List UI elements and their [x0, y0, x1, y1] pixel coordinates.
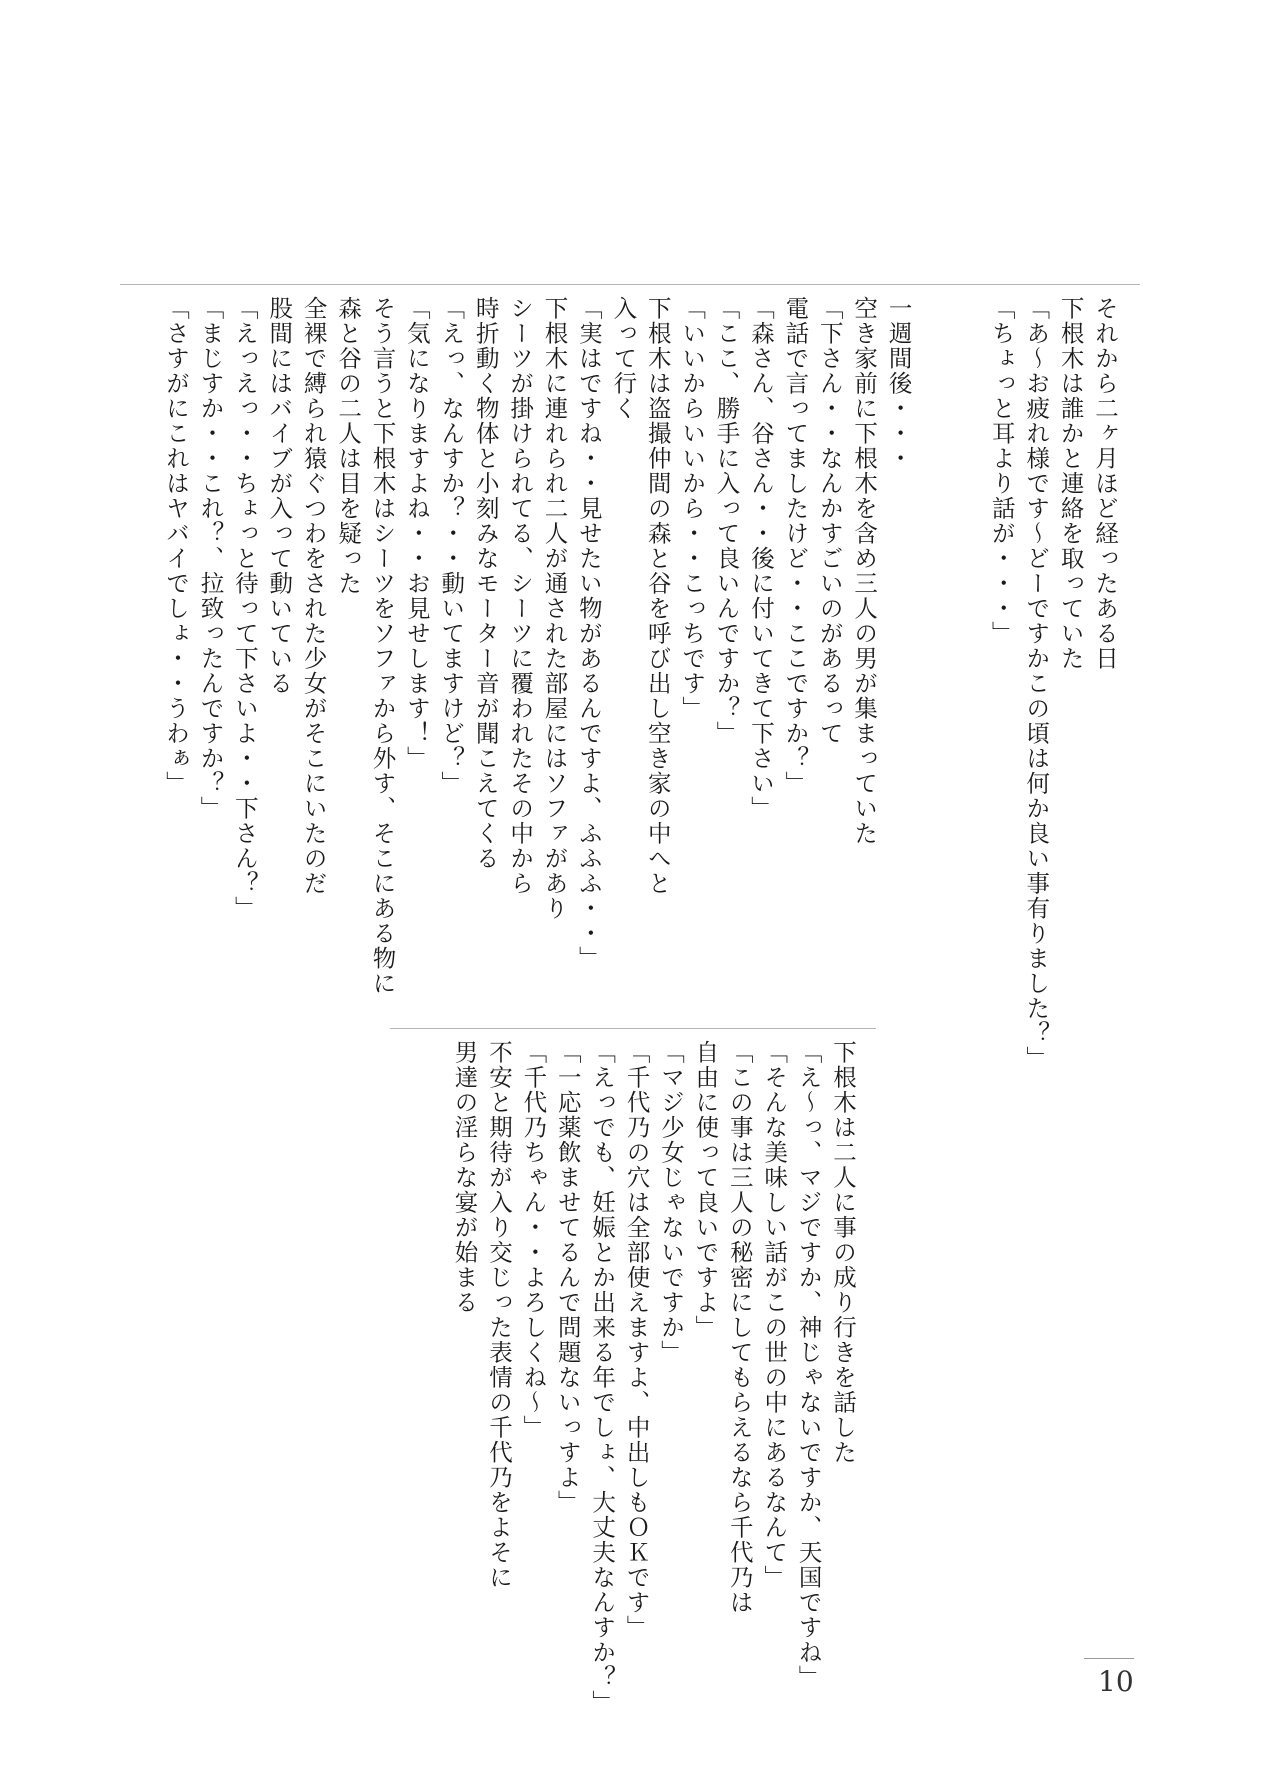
text-line: 下根木は盗撮仲間の森と谷を呼び出し空き家の中へと	[643, 296, 672, 896]
text-line: 一週間後・・・	[884, 296, 913, 471]
text-line: 「あ～お疲れ様です～どーですかこの頃は何か良い事有りました？」	[1022, 296, 1051, 1071]
text-line: 「さすがにこれはヤバイでしょ・・うわぁ」	[162, 296, 191, 796]
text-line: 「えっ、なんすか？・・動いてますけど？」	[437, 296, 466, 796]
text-line: 「この事は三人の秘密にしてもらえるなら千代乃は	[725, 1040, 754, 1615]
text-line: 電話で言ってましたけど・・ここですか？」	[781, 296, 810, 796]
text-line: 下根木は二人に事の成り行きを話した	[829, 1040, 857, 1465]
text-line: 「ここ、勝手に入って良いんですか？」	[712, 296, 741, 746]
text-line: 男達の淫らな宴が始まる	[450, 1040, 479, 1315]
text-line: 下根木は誰かと連絡を取っていた	[1056, 296, 1085, 671]
text-line: 下根木に連れられ二人が通された部屋にはソファがあり	[540, 296, 569, 921]
middle-divider-line	[390, 1028, 876, 1029]
bottom-text-block	[418, 1040, 860, 1715]
text-line: 不安と期待が入り交じった表情の千代乃をよそに	[484, 1040, 513, 1590]
text-line: 「一応薬飲ませてるんで問題ないっすよ」	[553, 1040, 582, 1515]
text-line: 「え～っ、マジですか、神じゃないですか、天国ですね」	[794, 1040, 823, 1690]
text-line: 「えっでも、妊娠とか出来る年でしょ、大丈夫なんすか？」	[588, 1040, 617, 1715]
page-number-rule	[1084, 1658, 1134, 1659]
top-divider-line	[120, 284, 1140, 285]
text-line: 「気になりますよね・・お見せします！」	[402, 296, 431, 771]
text-line: 自由に使って良いですよ」	[691, 1040, 720, 1340]
text-line: 「いいからいいから・・こっちです」	[678, 296, 707, 721]
text-line: 「マジ少女じゃないですか」	[656, 1040, 685, 1365]
text-line: 「まじすか・・これ？、拉致ったんですか？」	[196, 296, 225, 821]
text-line: 入って行く	[609, 296, 638, 421]
text-line: 「下さん・・なんかすごいのがあるって	[815, 296, 844, 746]
text-line: 「実はですね・・見せたい物があるんですよ、ふふふ・・」	[574, 296, 603, 971]
text-line: 空き家前に下根木を含め三人の男が集まっていた	[850, 296, 879, 846]
text-line: それから二ヶ月ほど経ったある日	[1091, 296, 1119, 671]
text-line: 「そんな美味しい話がこの世の中にあるなんて」	[760, 1040, 789, 1590]
text-line: 時折動く物体と小刻みなモーター音が聞こえてくる	[471, 296, 500, 871]
text-line: 「えっえっ・・ちょっと待って下さいよ・・下さん？」	[230, 296, 259, 921]
text-line: 「森さん、谷さん・・後に付いてきて下さい」	[746, 296, 775, 821]
top-text-block	[142, 296, 1122, 1071]
text-line	[950, 296, 984, 996]
text-line: 「千代乃ちゃん・・よろしくね～」	[519, 1040, 548, 1440]
text-line	[916, 296, 950, 996]
text-line: 股間にはバイブが入って動いている	[265, 296, 294, 696]
text-line: 「千代乃の穴は全部使えますよ、中出しもＯＫです」	[622, 1040, 651, 1640]
text-line: そう言うと下根木はシーツをソファから外す、そこにある物に	[368, 296, 397, 996]
text-line: シーツが掛けられてる、シーツに覆われたその中から	[506, 296, 535, 896]
text-line: 全裸で縛られ猿ぐつわをされた少女がそこにいたのだ	[299, 296, 328, 896]
text-line: 森と谷の二人は目を疑った	[334, 296, 363, 596]
page-number: 10	[1098, 1665, 1134, 1698]
text-line: 「ちょっと耳より話が・・・」	[987, 296, 1016, 646]
